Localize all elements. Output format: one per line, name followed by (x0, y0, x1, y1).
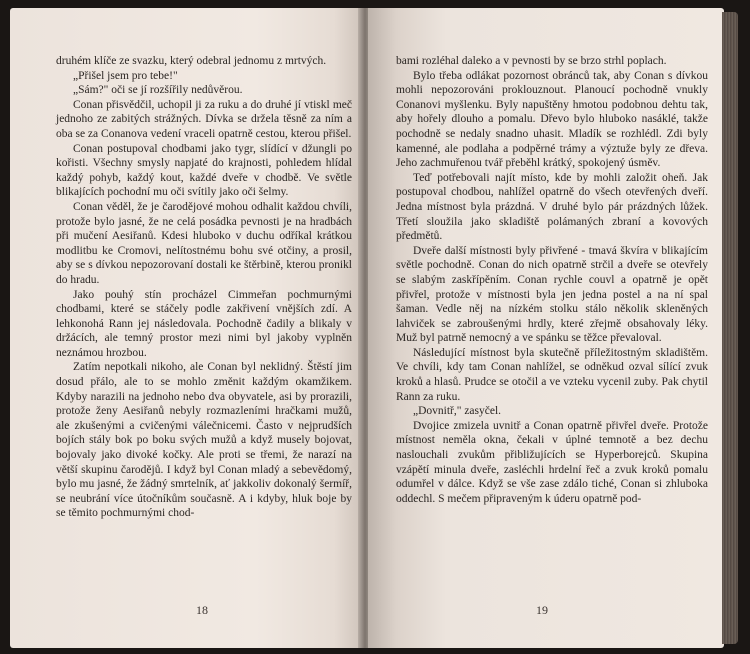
paragraph: Dveře další místnosti byly přivřené - tmavá škvíra v blikajícím světle pochodně. Conan do nich opatrně strčil a dveře se otevřely se slabým zaskřípěním. Conan rychle couvl a opatrně je opět přivřel, protože v místnosti byla jen jedna postel a na ní spal šaman. Vedle něj na nízkém stolku stálo několik skleněných lahviček se zabroušenými hrdly, které zřejmě obsahovaly léky. Muž byl patrně nemocný a ve spánku se těžce převaloval. (396, 244, 708, 345)
paragraph: druhém klíče ze svazku, který odebral jednomu z mrtvých. (56, 55, 327, 67)
book-spread (10, 8, 738, 648)
right-page-text (396, 54, 708, 506)
paragraph: Dvojice zmizela uvnitř a Conan opatrně přivřel dveře. Protože místnost neměla okna, čekali v úplné temnotě a bez dechu naslouchali zvukům přibližujících se Hyperborejců. Skupina vzápětí minula dveře, zasléchli hrdelní řeč a zvuk kroků pomalu odumřel v dálce. Když se vše zase zdálo tiché, Conan si zhluboka oddechl. S mečem připraveným k úderu opatrně pod- (396, 419, 708, 505)
paragraph: Bylo třeba odlákat pozornost obránců tak, aby Conan s dívkou mohli nepozorováni proklouznout. Planoucí pochodně vnukly Conanovi myšlenku. Byly napuštěny hmotou podobnou dehtu tak, aby hořely dlouho a pomalu. Dřevo bylo hluboko nasáklé, takže pochodně se nedaly snadno uhasit. Mladík se rozhlédl. Zdi byly kamenné, ale podlaha a podpěrné trámy a výztuže byly ze dřeva. Jeho zachmuřenou tvář přeběhl krátký, spokojený úsměv. (396, 69, 708, 170)
paragraph: bami rozléhal daleko a v pevnosti by se brzo strhl poplach. (396, 55, 667, 67)
paragraph: Zatím nepotkali nikoho, ale Conan byl neklidný. Štěstí jim dosud přálo, ale to se mohlo změnit každým okamžikem. Kdyby narazili na jednoho nebo dva obyvatele, asi by prorazili, protože ženy Aesiřanů nebyly rozmazleními hračkami mužů, ale zkušenými a cvičenými válečnicemi. Často v nejprudších bojích stály bok po boku svých mužů a když musely bojovat, bojovaly jako divoké kočky. Ale proti se třemi, že narazí na větší skupinu čarodějů. I když byl Conan mladý a sebevědomý, bylo mu jasné, že žádný smrtelník, ať jakkoliv dokonalý šermíř, se neubrání více útočníkům současně. A i kdyby, hluk boje by se těmito pochmurnými chod- (56, 361, 352, 520)
paragraph: Jako pouhý stín procházel Cimmeřan pochmurnými chodbami, které se stáčely podle zakřivení vnějších zdí. A lehkonohá Rann jej následovala. Pochodně čadily a blikaly v držácích, ale temný prostor mezi nimi byl jakoby vyplněn neznámou hrozbou. (56, 288, 352, 359)
page-edges (722, 12, 738, 644)
paragraph: Conan přisvědčil, uchopil ji za ruku a do druhé jí vtiskl meč jednoho ze zabitých strážných. Dívka se držela těsně za ním a oba se za Conanova vedení vraceli opatrně cestou, kterou přišel. (56, 98, 352, 140)
paragraph: „Sám?" oči se jí rozšířily nedůvěrou. (73, 84, 243, 97)
paragraph: Teď potřebovali najít místo, kde by mohli založit oheň. Jak postupoval chodbou, nahlížel opatrně do všech otevřených dveří. Jedna místnost byla prázdná. V druhé bylo pár prázdných lůžek. Třetí sloužila jako skladiště polámaných zbraní a kovových předmětů. (396, 171, 708, 243)
left-page (10, 8, 362, 648)
right-page (368, 8, 724, 648)
page-number: 18 (196, 603, 208, 617)
paragraph: Conan věděl, že je čarodějové mohou odhalit každou chvíli, protože bylo jasné, že ne celá posádka pevnosti je na hradbách při mučení Aesiřanů. Kdesi hluboko v duchu odříkal krátkou modlitbu ke Cromovi, nelítostnému bohu své otčiny, a prosil, aby se s dívkou nepozorovaní dostali ke štěrbině, kterou pronikl do hradu. (56, 200, 352, 286)
paragraph: Conan postupoval chodbami jako tygr, slídící v džungli po kořisti. Všechny smysly napjaté do krajnosti, pohledem hlídal každý pohyb, každý kout, každé dveře v chodbě. Ve světle blikajících pochodní mu oči svítily jako oči šelmy. (56, 142, 352, 199)
paragraph: „Dovnitř," zasyčel. (413, 405, 502, 418)
page-number: 19 (536, 603, 548, 617)
paragraph: „Přišel jsem pro tebe!" (73, 69, 178, 82)
paragraph: Následující místnost byla skutečně příležitostným skladištěm. Ve chvíli, kdy tam Conan nahlížel, se odněkud ozval sílící zvuk kroků a hlasů. Prudce se otočil a ve vzteku vycenil zuby. Pak chytil Rann za ruku. (396, 346, 708, 403)
left-page-text (56, 54, 352, 521)
